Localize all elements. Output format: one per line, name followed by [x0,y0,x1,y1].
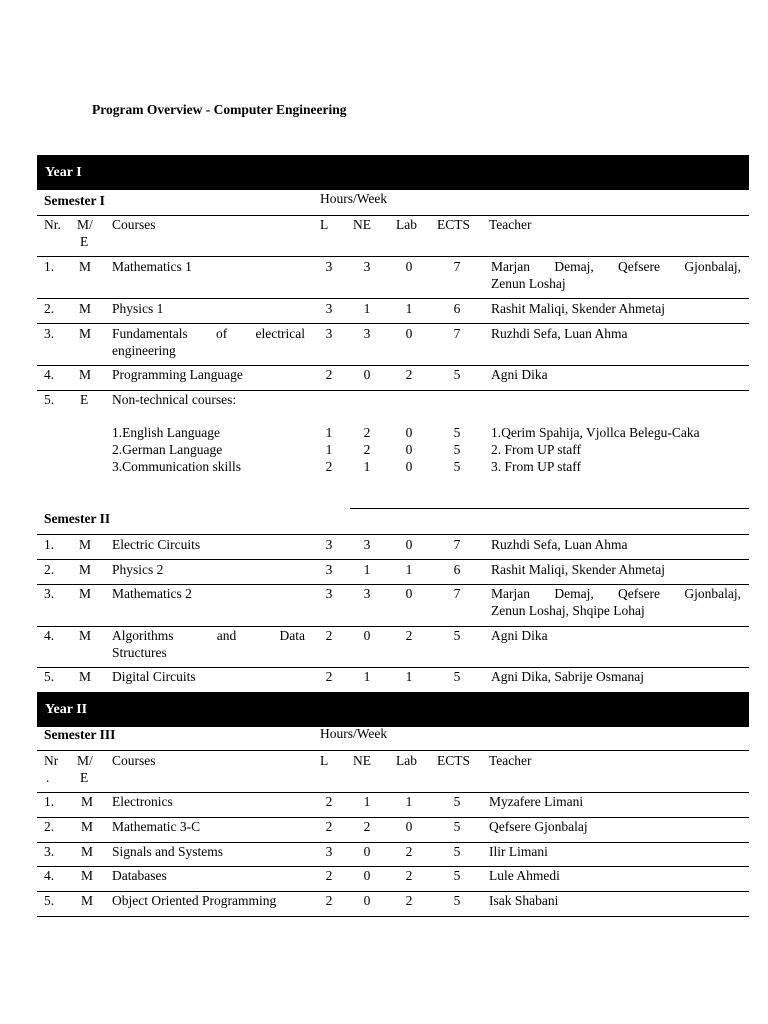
cell-course: Physics 2 [112,562,164,577]
cell-lab: 0 [405,819,413,834]
cell-lab: 0 [405,425,413,440]
cell-course: Electronics [112,794,173,809]
cell-l: 3 [325,301,333,316]
cell-lab: 1 [405,794,413,809]
hours-week-label: Hours/Week [320,191,388,206]
cell-nr: 2. [44,301,55,316]
cell-nr: 1. [44,537,55,552]
cell-ects: 7 [453,326,461,341]
cell-teacher: Ilir Limani [489,844,548,859]
cell-ne: 3 [363,326,371,341]
cell-ects: 5 [453,367,461,382]
cell-course: Algorithms and Data [112,628,305,643]
cell-lab: 2 [405,893,413,908]
rule [37,750,749,751]
cell-me: M [81,893,94,908]
cell-course: Mathematics 1 [112,259,192,274]
cell-ne: 0 [363,628,371,643]
cell-me: M [79,259,92,274]
cell-ne: 0 [363,367,371,382]
header-nr: . [46,770,50,785]
cell-me: M [79,301,92,316]
row-divider [37,298,749,299]
cell-nr: 3. [44,586,55,601]
cell-course: Electric Circuits [112,537,201,552]
header-me: M/ [77,753,93,768]
cell-ects: 6 [453,301,461,316]
cell-l: 3 [325,259,333,274]
cell-ne: 3 [363,259,371,274]
cell-lab: 0 [405,259,413,274]
cell-nr: 1. [44,794,55,809]
cell-l: 2 [325,794,333,809]
cell-nr: 2. [44,819,55,834]
cell-lab: 1 [405,301,413,316]
cell-nr: 3. [44,326,55,341]
year-band: Year I [37,155,749,190]
cell-course: 2.German Language [112,442,223,457]
cell-teacher: Marjan Demaj, Qefsere Gjonbalaj, [491,259,741,274]
cell-teacher: Agni Dika [491,628,548,643]
cell-ne: 2 [363,819,371,834]
cell-course: Databases [112,868,167,883]
cell-ne: 0 [363,844,371,859]
cell-lab: 0 [405,326,413,341]
cell-teacher: 2. From UP staff [491,442,582,457]
cell-teacher: Zenun Loshaj [491,276,566,291]
cell-course: Physics 1 [112,301,164,316]
cell-lab: 1 [405,562,413,577]
cell-teacher: Isak Shabani [489,893,559,908]
rule [37,534,749,535]
cell-course: Signals and Systems [112,844,224,859]
cell-nr: 1. [44,259,55,274]
cell-l: 2 [325,893,333,908]
cell-ects: 5 [453,794,461,809]
cell-course: Mathematic 3-C [112,819,201,834]
cell-lab: 0 [405,442,413,457]
cell-me: M [79,669,92,684]
cell-teacher: 3. From UP staff [491,459,582,474]
row-divider [37,323,749,324]
cell-ects: 6 [453,562,461,577]
cell-nr: 5. [44,669,55,684]
cell-l: 1 [325,425,333,440]
page-title: Program Overview - Computer Engineering [92,102,347,117]
cell-l: 2 [325,819,333,834]
cell-l: 3 [325,326,333,341]
rule [37,256,749,257]
header-teacher: Teacher [489,753,532,768]
cell-ne: 0 [363,868,371,883]
cell-me: M [81,794,94,809]
header-ne: NE [353,753,371,768]
cell-nr: 2. [44,562,55,577]
cell-nr: 5. [44,893,55,908]
header-lab: Lab [396,217,417,232]
cell-nr: 3. [44,844,55,859]
cell-teacher: Ruzhdi Sefa, Luan Ahma [491,537,628,552]
cell-nr: 5. [44,392,55,407]
cell-l: 2 [325,669,333,684]
cell-course: Structures [112,645,167,660]
cell-ects: 7 [453,586,461,601]
semester-title: Semester I [44,193,105,208]
cell-me: M [79,562,92,577]
cell-l: 1 [325,442,333,457]
cell-course: Fundamentals of electrical [112,326,305,341]
cell-l: 2 [325,367,333,382]
cell-ects: 7 [453,259,461,274]
cell-ects: 5 [453,442,461,457]
cell-l: 3 [325,844,333,859]
cell-ne: 2 [363,442,371,457]
cell-teacher: Qefsere Gjonbalaj [489,819,588,834]
header-me: E [80,234,89,249]
cell-teacher: Zenun Loshaj, Shqipe Lohaj [491,603,645,618]
row-divider [37,916,749,917]
hours-week-label: Hours/Week [320,726,388,741]
cell-me: M [81,819,94,834]
cell-ne: 3 [363,586,371,601]
cell-me: M [81,868,94,883]
cell-course: 1.English Language [112,425,220,440]
cell-me: M [79,628,92,643]
cell-ects: 5 [453,868,461,883]
header-courses: Courses [112,217,156,232]
cell-ects: 5 [453,628,461,643]
cell-ne: 1 [363,669,371,684]
cell-ects: 5 [453,425,461,440]
year-band: Year II [37,692,749,727]
cell-course: Object Oriented Programming [112,893,277,908]
cell-course: Programming Language [112,367,243,382]
cell-l: 2 [325,628,333,643]
cell-teacher: Rashit Maliqi, Skender Ahmetaj [491,562,665,577]
cell-l: 3 [325,562,333,577]
cell-lab: 1 [405,669,413,684]
cell-teacher: Myzafere Limani [489,794,584,809]
rule [350,508,749,509]
cell-teacher: Ruzhdi Sefa, Luan Ahma [491,326,628,341]
semester-title: Semester II [44,511,111,526]
cell-lab: 2 [405,628,413,643]
semester-title: Semester III [44,727,116,742]
cell-course: engineering [112,343,176,358]
cell-teacher: 1.Qerim Spahija, Vjollca Belegu-Caka [491,425,700,440]
cell-me: E [80,392,89,407]
cell-ects: 7 [453,537,461,552]
cell-lab: 2 [405,844,413,859]
row-divider [37,559,749,560]
cell-nr: 4. [44,367,55,382]
cell-ne: 3 [363,537,371,552]
cell-ects: 5 [453,893,461,908]
cell-teacher: Marjan Demaj, Qefsere Gjonbalaj, [491,586,741,601]
header-l: L [320,753,329,768]
cell-ne: 1 [363,301,371,316]
cell-me: M [79,537,92,552]
cell-l: 2 [325,459,333,474]
cell-ne: 0 [363,893,371,908]
cell-lab: 0 [405,537,413,552]
cell-lab: 2 [405,367,413,382]
cell-ects: 5 [453,844,461,859]
header-teacher: Teacher [489,217,532,232]
cell-ne: 1 [363,562,371,577]
cell-teacher: Agni Dika, Sabrije Osmanaj [491,669,644,684]
cell-course: Digital Circuits [112,669,196,684]
cell-me: M [79,326,92,341]
cell-nr: 4. [44,628,55,643]
cell-lab: 0 [405,459,413,474]
cell-ects: 5 [453,459,461,474]
cell-teacher: Rashit Maliqi, Skender Ahmetaj [491,301,665,316]
nontech-label: Non-technical courses: [112,392,237,407]
cell-ects: 5 [453,669,461,684]
cell-ne: 1 [363,459,371,474]
header-lab: Lab [396,753,417,768]
cell-course: Mathematics 2 [112,586,192,601]
cell-me: M [79,586,92,601]
cell-ects: 5 [453,819,461,834]
header-courses: Courses [112,753,156,768]
header-ects: ECTS [437,217,471,232]
header-l: L [320,217,329,232]
header-me: E [80,770,89,785]
header-ects: ECTS [437,753,471,768]
cell-nr: 4. [44,868,55,883]
cell-lab: 2 [405,868,413,883]
cell-l: 2 [325,868,333,883]
header-me: M/ [77,217,93,232]
cell-me: M [81,844,94,859]
header-ne: NE [353,217,371,232]
cell-lab: 0 [405,586,413,601]
cell-course: 3.Communication skills [112,459,242,474]
cell-teacher: Lule Ahmedi [489,868,560,883]
cell-me: M [79,367,92,382]
cell-l: 3 [325,537,333,552]
cell-l: 3 [325,586,333,601]
cell-ne: 2 [363,425,371,440]
cell-teacher: Agni Dika [491,367,548,382]
header-nr: Nr [44,753,59,768]
cell-ne: 1 [363,794,371,809]
header-nr: Nr. [44,217,61,232]
